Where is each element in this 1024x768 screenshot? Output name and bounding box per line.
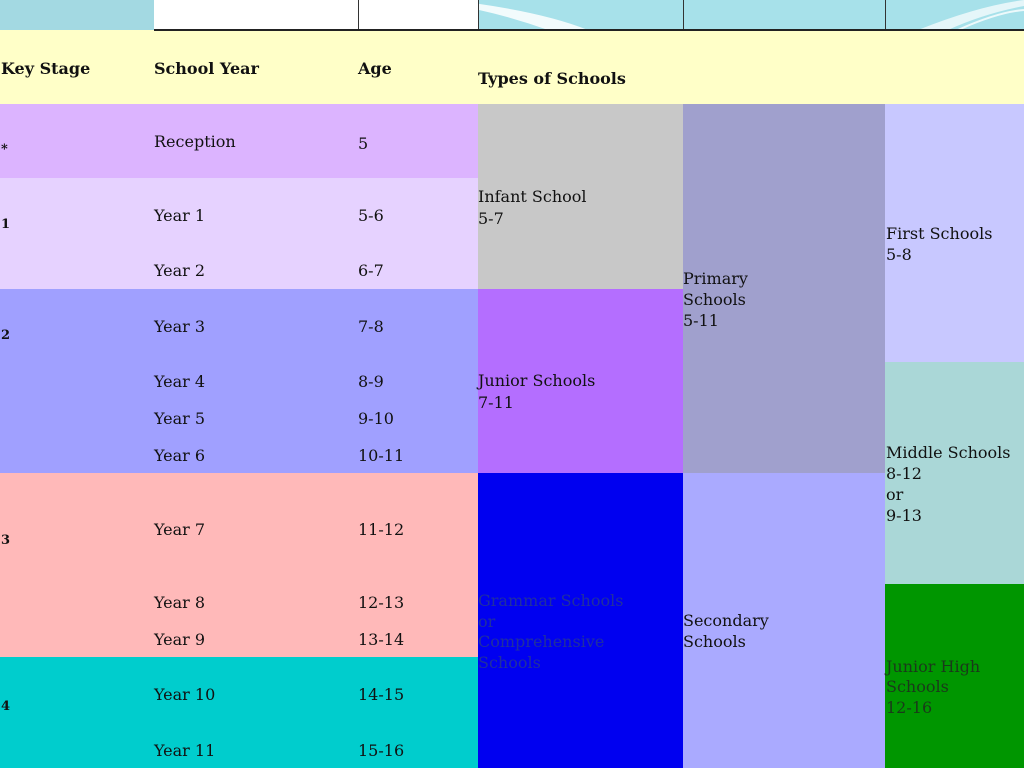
- grid-line: [478, 0, 479, 30]
- header-age: Age: [358, 59, 392, 78]
- secondary-schools-block: [683, 473, 885, 768]
- middle-schools-block: [885, 362, 1024, 584]
- school-year-cell: Year 2: [154, 261, 206, 280]
- middle-schools-line: 8-12: [886, 464, 922, 483]
- school-year-cell: Year 9: [154, 630, 206, 649]
- band-reception: [0, 104, 478, 178]
- age-cell: 5: [358, 134, 369, 153]
- age-cell: 13-14: [358, 630, 405, 649]
- infant-school-block: [478, 104, 683, 289]
- primary-schools-age: 5-11: [683, 311, 719, 330]
- age-cell: 15-16: [358, 741, 405, 760]
- junior-schools-age: 7-11: [478, 393, 514, 412]
- school-year-cell: Year 8: [154, 593, 206, 612]
- age-cell: 11-12: [358, 520, 405, 539]
- decor-swoosh-icon: [478, 0, 1024, 30]
- junior-high-schools-block: [885, 584, 1024, 768]
- first-schools-age: 5-8: [886, 245, 912, 264]
- primary-schools-line: Schools: [683, 290, 746, 309]
- secondary-schools-line: Secondary: [683, 611, 769, 630]
- grammar-schools-line: Schools: [478, 653, 541, 672]
- grammar-schools-line: Grammar Schools: [478, 591, 624, 610]
- primary-schools-block: [683, 104, 885, 473]
- grammar-schools-block: [478, 473, 683, 768]
- grammar-schools-line: or: [478, 612, 496, 631]
- first-schools-name: First Schools: [886, 224, 993, 243]
- school-year-cell: Year 7: [154, 520, 206, 539]
- grid-line: [358, 0, 359, 30]
- key-stage-label: 1: [1, 217, 11, 232]
- school-year-cell: Year 4: [154, 372, 206, 391]
- band-key-stage-2: [0, 289, 478, 473]
- band-key-stage-1: [0, 178, 478, 289]
- age-cell: 7-8: [358, 317, 384, 336]
- school-year-cell: Year 3: [154, 317, 206, 336]
- junior-schools-name: Junior Schools: [478, 371, 596, 390]
- age-cell: 14-15: [358, 685, 405, 704]
- key-stage-label: *: [1, 142, 8, 157]
- band-key-stage-3: [0, 473, 478, 657]
- junior-high-line: Junior High: [886, 657, 981, 676]
- band-key-stage-4: [0, 657, 478, 768]
- age-cell: 5-6: [358, 206, 384, 225]
- age-cell: 9-10: [358, 409, 394, 428]
- age-cell: 6-7: [358, 261, 384, 280]
- school-year-cell: Year 11: [154, 741, 216, 760]
- school-year-cell: Reception: [154, 132, 236, 151]
- header-types-of-schools: Types of Schools: [478, 69, 626, 88]
- junior-high-line: Schools: [886, 677, 949, 696]
- primary-schools-line: Primary: [683, 269, 748, 288]
- age-cell: 8-9: [358, 372, 384, 391]
- middle-schools-line: or: [886, 485, 904, 504]
- junior-high-age: 12-16: [886, 698, 933, 717]
- key-stage-label: 3: [1, 533, 11, 548]
- school-year-cell: Year 6: [154, 446, 206, 465]
- infant-school-name: Infant School: [478, 187, 587, 206]
- school-year-cell: Year 10: [154, 685, 216, 704]
- grammar-schools-line: Comprehensive: [478, 632, 605, 651]
- infant-school-age: 5-7: [478, 209, 504, 228]
- middle-schools-name: Middle Schools: [886, 443, 1011, 462]
- top-decorative-strip: [0, 0, 1024, 30]
- age-cell: 10-11: [358, 446, 405, 465]
- school-year-cell: Year 5: [154, 409, 206, 428]
- junior-schools-block: [478, 289, 683, 473]
- secondary-schools-line: Schools: [683, 632, 746, 651]
- header-rule: [154, 29, 1024, 31]
- header-key-stage: Key Stage: [1, 59, 91, 78]
- decor-teal-block: [0, 0, 154, 30]
- school-year-cell: Year 1: [154, 206, 206, 225]
- key-stage-label: 4: [1, 699, 11, 714]
- header-school-year: School Year: [154, 59, 259, 78]
- key-stage-label: 2: [1, 328, 11, 343]
- grid-line: [885, 0, 886, 30]
- grid-line: [683, 0, 684, 30]
- first-schools-block: [885, 104, 1024, 362]
- age-cell: 12-13: [358, 593, 405, 612]
- middle-schools-line: 9-13: [886, 506, 922, 525]
